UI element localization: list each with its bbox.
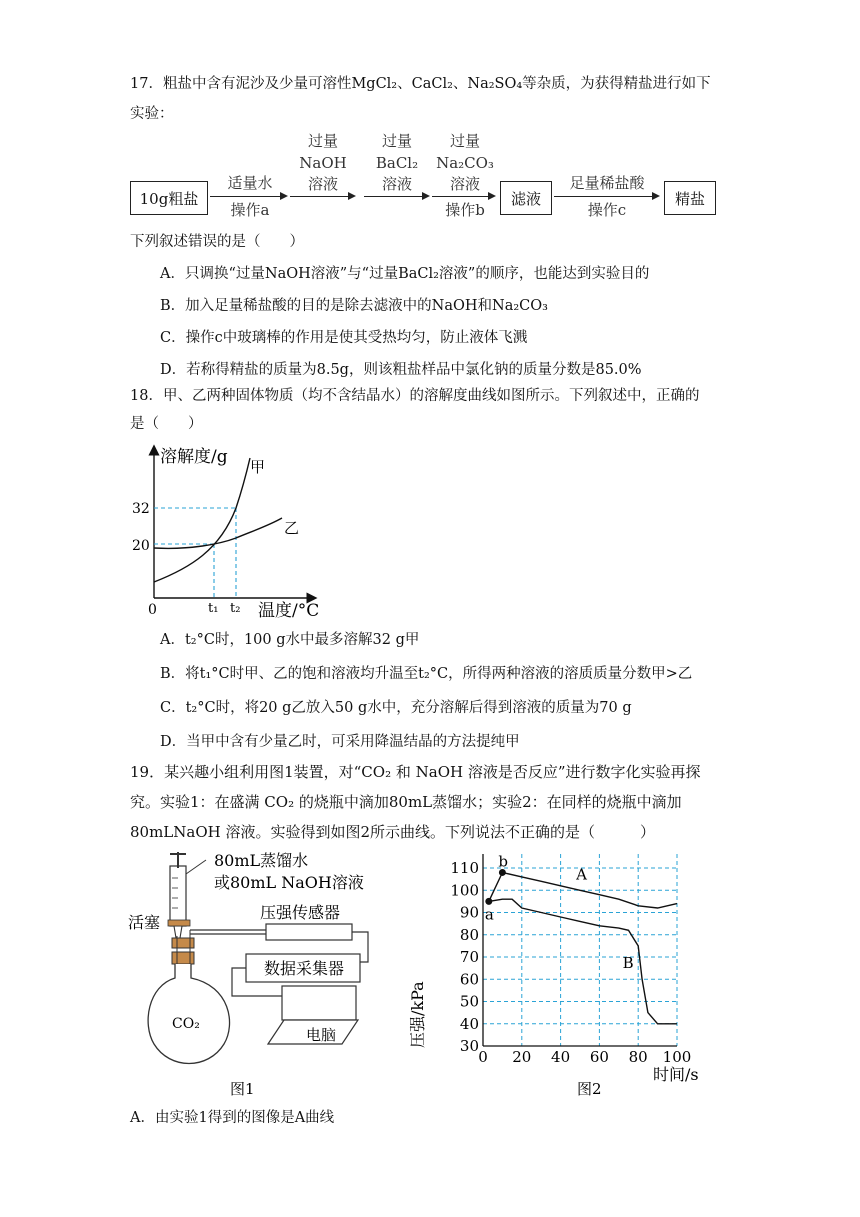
flow-arrow-2 [290,196,354,197]
solubility-xlabel: 温度/°C [258,601,320,621]
point-b-label: b [498,852,509,871]
q18-option-c: C．t₂°C时，将20 g乙放入50 g水中，充分溶解后得到溶液的质量为70 g [160,700,632,716]
ytick-32: 32 [132,501,150,517]
pressure-sensor-box [266,924,352,940]
q17-stem-line2: 实验： [130,106,174,122]
flow-step4-line1: 过量 [449,132,480,150]
q18-stem-line2: 是（ ） [130,416,203,432]
flow-step2-line2: NaOH [299,154,347,172]
fig1-caption: 图1 [230,1080,255,1098]
flow-step3-line2: BaCl₂ [375,154,419,172]
fig2-caption: 图2 [577,1080,602,1098]
label-liquid-1: 80mL蒸馏水 [214,851,309,870]
q17-question: 下列叙述错误的是（ ） [130,234,304,250]
flow-step4-line3: 溶液 [449,175,480,193]
flow-step4-line2: Na₂CO₃ [436,154,494,172]
flow-step1-top: 适量水 [227,174,273,192]
valve-icon [168,920,190,926]
xtick-20: 20 [512,1048,532,1066]
flow-step3-line1: 过量 [381,132,412,150]
flow-box-filtrate: 滤液 [500,181,552,215]
ytick-80: 80 [459,925,479,944]
pressure-chart [405,848,715,1100]
flow-step3-line3: 溶液 [381,175,412,193]
ytick-40: 40 [459,1014,479,1033]
label-jia: 甲 [250,458,266,476]
apparatus-figure [128,848,378,1100]
ytick-60: 60 [459,970,479,989]
flow-arrow-5 [554,196,658,197]
xtick-40: 40 [551,1048,571,1066]
label-collector: 数据采集器 [264,959,345,978]
label-valve: 活塞 [128,913,161,932]
ytick-100: 100 [450,881,479,900]
xtick-100: 100 [662,1048,692,1066]
q19-stem-line1: 19．某兴趣小组利用图1装置，对“CO₂ 和 NaOH 溶液是否反应”进行数字化实验再探 [130,763,701,781]
q19-stem-line3: 80mLNaOH 溶液。实验得到如图2所示曲线。下列说法不正确的是（ ） [130,823,656,841]
ytick-90: 90 [459,903,479,922]
xtick-t2: t₂ [230,601,241,616]
xtick-80: 80 [628,1048,648,1066]
curve-jia [154,458,250,582]
stopper-icon [172,938,194,948]
curve-A-label: A [576,865,587,884]
q18-option-a: A．t₂°C时，100 g水中最多溶解32 g甲 [160,632,420,648]
flow-arrow-4 [432,196,494,197]
q19-stem-line2: 究。实验1：在盛满 CO₂ 的烧瓶中滴加80mL蒸馏水；实验2：在同样的烧瓶中滴加 [130,793,682,811]
label-liquid-2: 或80mL NaOH溶液 [214,873,364,892]
flow-step2-line3: 溶液 [307,175,338,193]
label-sensor: 压强传感器 [260,903,341,922]
q17-option-c: C．操作c中玻璃棒的作用是使其受热均匀，防止液体飞溅 [160,330,528,346]
flow-step2-line1: 过量 [307,132,338,150]
point-a [485,898,492,905]
syringe-barrel [170,866,186,926]
q17-option-d: D．若称得精盐的质量为8.5g，则该粗盐样品中氯化钠的质量分数是85.0% [160,362,642,378]
pressure-xlabel: 时间/s [653,1065,699,1084]
series-line-B [489,899,677,1024]
q19-option-a: A．由实验1得到的图像是A曲线 [130,1110,335,1126]
q18-stem-line1: 18．甲、乙两种固体物质（均不含结晶水）的溶解度曲线如图所示。下列叙述中，正确的 [130,388,700,404]
flow-box-refined-salt: 精盐 [664,181,716,215]
q18-option-d: D．当甲中含有少量乙时，可采用降温结晶的方法提纯甲 [160,734,520,750]
xtick-t1: t₁ [208,601,219,616]
curve-yi [154,518,282,548]
flow-step4-bottom: 操作b [445,201,485,219]
ytick-70: 70 [459,948,479,966]
point-a-label: a [484,905,494,924]
flow-step5-bottom: 操作c [587,201,627,219]
curve-B-label: B [622,954,634,973]
xtick-0: 0 [478,1048,488,1066]
ytick-50: 50 [459,992,479,1011]
label-computer: 电脑 [306,1026,337,1044]
label-yi: 乙 [284,519,300,537]
flow-arrow-1 [210,196,286,197]
flow-box-crude-salt: 10g粗盐 [130,181,208,215]
ytick-20: 20 [132,538,150,554]
solubility-ylabel: 溶解度/g [160,447,228,467]
computer-monitor-icon [282,986,356,1020]
pressure-ylabel: 压强/kPa [408,981,427,1048]
q17-option-a: A．只调换“过量NaOH溶液”与“过量BaCl₂溶液”的顺序，也能达到实验目的 [160,266,650,282]
xtick-60: 60 [589,1048,609,1066]
flow-step5-top: 足量稀盐酸 [569,174,645,192]
flow-step1-bottom: 操作a [230,201,270,219]
q17-stem-line1: 17．粗盐中含有泥沙及少量可溶性MgCl₂、CaCl₂、Na₂SO₄等杂质，为获得精盐进行如下 [130,76,711,92]
ytick-110: 110 [450,859,479,877]
q17-option-b: B．加入足量稀盐酸的目的是除去滤液中的NaOH和Na₂CO₃ [160,298,548,314]
flask-icon [148,964,229,1064]
solubility-chart [132,440,340,622]
origin-label: 0 [148,602,157,618]
flow-arrow-3 [364,196,428,197]
label-flask-co2: CO₂ [172,1016,200,1032]
q18-option-b: B．将t₁°C时甲、乙的饱和溶液均升温至t₂°C，所得两种溶液的溶质质量分数甲>乙 [160,666,693,682]
ytick-30: 30 [459,1037,479,1055]
